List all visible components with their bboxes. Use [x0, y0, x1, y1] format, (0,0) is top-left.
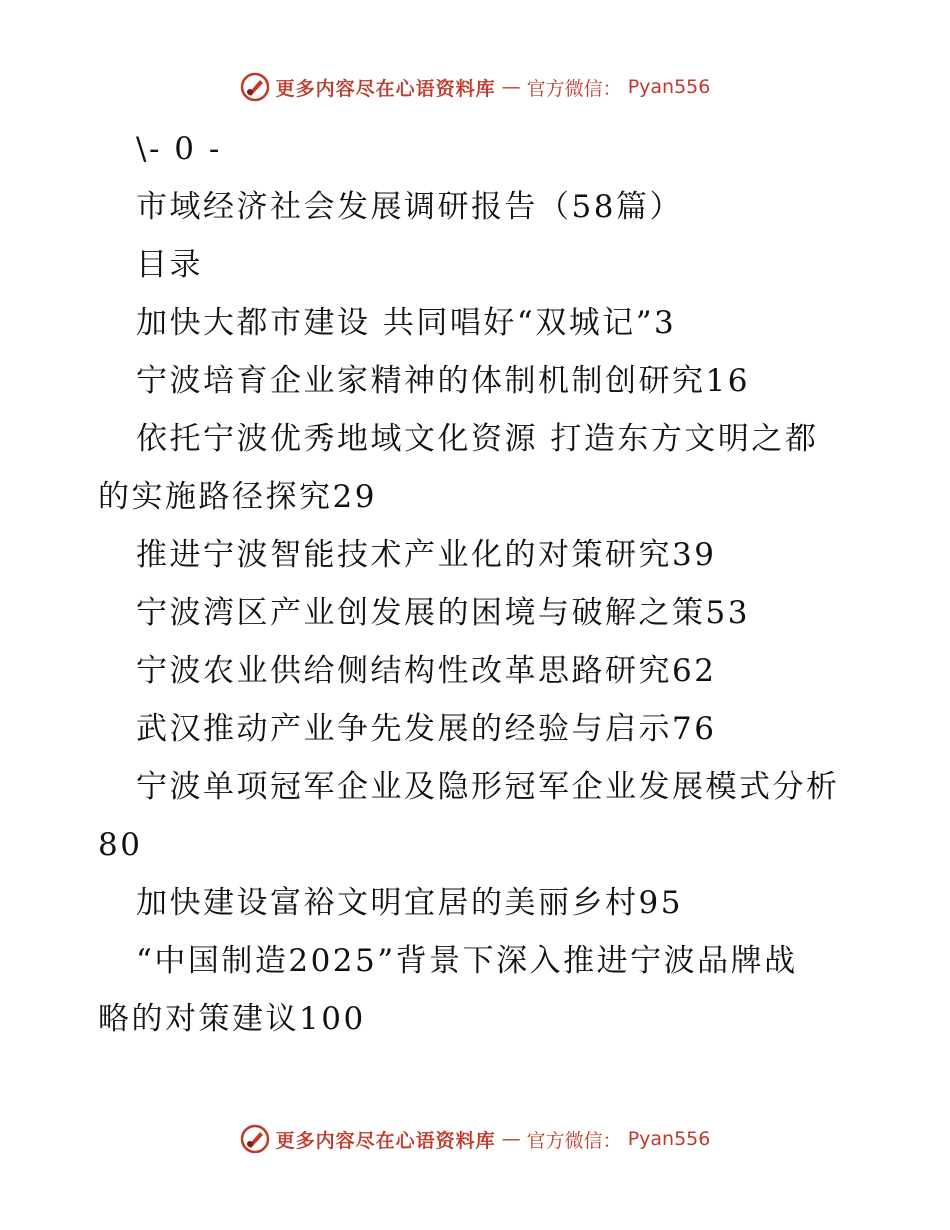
pen-seal-icon	[240, 72, 270, 102]
toc-entry: “中国制造2025”背景下深入推进宁波品牌战	[136, 943, 798, 979]
toc-entry: 武汉推动产业争先发展的经验与启示76	[136, 711, 717, 747]
watermark-separator: —	[501, 76, 521, 98]
toc-entry: 宁波单项冠军企业及隐形冠军企业发展模式分析	[136, 769, 840, 805]
watermark-official-label: 官方微信：	[526, 77, 622, 100]
page-marker: \- 0 -	[136, 131, 222, 167]
pen-seal-icon	[240, 1124, 270, 1154]
document-title: 市域经济社会发展调研报告（58篇）	[136, 189, 683, 225]
watermark-wechat-id: Pyan556	[627, 76, 711, 98]
toc-entry: 宁波农业供给侧结构性改革思路研究62	[136, 653, 717, 689]
header-watermark	[0, 72, 950, 102]
watermark-official-label: 官方微信：	[526, 1129, 622, 1152]
watermark-brand: 更多内容尽在心语资料库	[275, 77, 496, 100]
footer-watermark	[0, 1124, 950, 1154]
toc-entry: 加快大都市建设 共同唱好“双城记”3	[136, 305, 677, 341]
toc-entry: 宁波湾区产业创发展的困境与破解之策53	[136, 595, 750, 631]
watermark-separator: —	[501, 1128, 521, 1150]
toc-entry: 依托宁波优秀地域文化资源 打造东方文明之都	[136, 421, 819, 457]
toc-entry: 加快建设富裕文明宜居的美丽乡村95	[136, 885, 683, 921]
toc-entry-continuation: 的实施路径探究29	[98, 479, 377, 515]
toc-entry-continuation: 略的对策建议100	[98, 1001, 366, 1037]
document-body	[0, 120, 950, 1048]
toc-entry-continuation: 80	[98, 827, 143, 863]
toc-heading: 目录	[136, 247, 203, 283]
watermark-wechat-id: Pyan556	[627, 1128, 711, 1150]
watermark-brand: 更多内容尽在心语资料库	[275, 1129, 496, 1152]
toc-entry: 宁波培育企业家精神的体制机制创研究16	[136, 363, 750, 399]
toc-entry: 推进宁波智能技术产业化的对策研究39	[136, 537, 717, 573]
